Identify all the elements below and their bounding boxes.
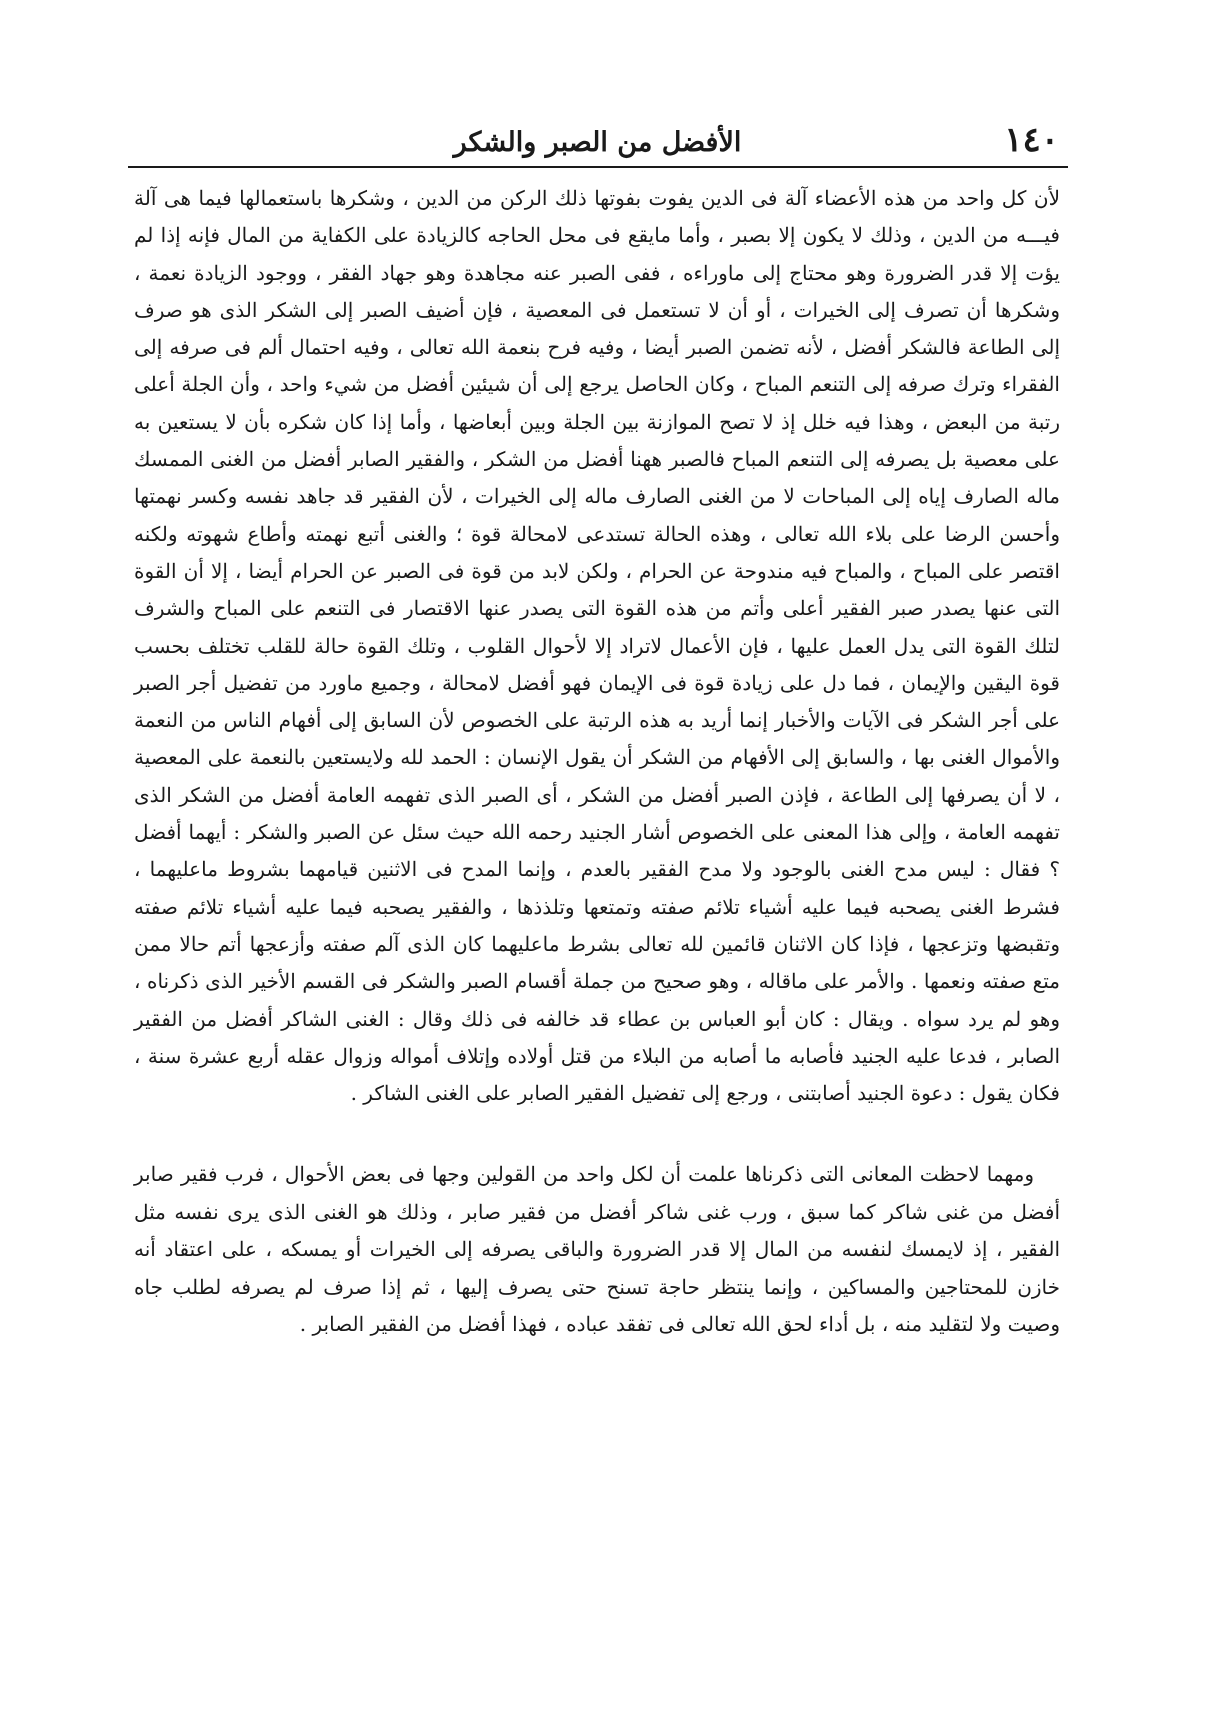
header-rule [128,166,1068,168]
paragraph-1: لأن كل واحد من هذه الأعضاء آلة فى الدين يفوت بفوتها ذلك الركن من الدين ، وشكرها باستعمالها فيما هى آلة فيـــه من الدين ، وذلك لا يكون إلا بصبر ، وأما مايقع فى محل الحاجه كالزيادة على الكفاية من المال فإنه إذا لم يؤت إلا قدر الضرورة وهو محتاج إلى ماوراءه ، ففى الصبر عنه مجاهدة وهو جهاد الفقر ، ووجود الزيادة نعمة ، وشكرها أن تصرف إلى الخيرات ، أو أن لا تستعمل فى المعصية ، فإن أضيف الصبر إلى الشكر الذى هو صرف إلى الطاعة فالشكر أفضل ، لأنه تضمن الصبر أيضا ، وفيه فرح بنعمة الله تعالى ، وفيه احتمال ألم فى صرفه إلى الفقراء وترك صرفه إلى التنعم المباح ، وكان الحاصل يرجع إلى أن شيئين أفضل من شيء واحد ، وأن الجلة أعلى رتبة من البعض ، وهذا فيه خلل إذ لا تصح الموازنة بين الجلة وبين أبعاضها ، وأما إذا كان شكره بأن لا يستعين به على معصية بل يصرفه إلى التنعم المباح فالصبر ههنا أفضل من الشكر ، والفقير الصابر أفضل من الغنى الممسك ماله الصارف إياه إلى المباحات لا من الغنى الصارف ماله إلى الخيرات ، لأن الفقير قد جاهد نفسه وكسر نهمتها وأحسن الرضا على بلاء الله تعالى ، وهذه الحالة تستدعى لامحالة قوة ؛ والغنى أتبع نهمته وأطاع شهوته ولكنه اقتصر على المباح ، والمباح فيه مندوحة عن الحرام ، ولكن لابد من قوة فى الصبر عن الحرام أيضا ، إلا أن القوة التى عنها يصدر صبر الفقير أعلى وأتم من هذه القوة التى يصدر عنها الاقتصار فى التنعم على المباح والشرف لتلك القوة التى يدل العمل عليها ، فإن الأعمال لاتراد إلا لأحوال القلوب ، وتلك القوة حالة للقلب تختلف بحسب قوة اليقين والإيمان ، فما دل على زيادة قوة فى الإيمان فهو أفضل لامحالة ، وجميع ماورد من تفضيل أجر الصبر على أجر الشكر فى الآيات والأخبار إنما أريد به هذه الرتبة على الخصوص لأن السابق إلى أفهام الناس من النعمة والأموال الغنى بها ، والسابق إلى الأفهام من الشكر أن يقول الإنسان : الحمد لله ولايستعين بالنعمة على المعصية ، لا أن يصرفها إلى الطاعة ، فإذن الصبر أفضل من الشكر ، أى الصبر الذى تفهمه العامة أفضل من الشكر الذى تفهمه العامة ، وإلى هذا المعنى على الخصوص أشار الجنيد رحمه الله حيث سئل عن الصبر والشكر : أيهما أفضل ؟ فقال : ليس مدح الغنى بالوجود ولا مدح الفقير بالعدم ، وإنما المدح فى الاثنين قيامهما بشروط ماعليهما ، فشرط الغنى يصحبه فيما عليه أشياء تلائم صفته وتمتعها وتلذذها ، والفقير يصحبه فيما عليه أشياء تلائم صفته وتقبضها وتزعجها ، فإذا كان الاثنان قائمين لله تعالى بشرط ماعليهما كان الذى آلم صفته وأزعجها أتم حالا ممن متع صفته ونعمها . والأمر على ماقاله ، وهو صحيح من جملة أقسام الصبر والشكر فى القسم الأخير الذى ذكرناه ، وهو لم يرد سواه . ويقال : كان أبو العباس بن عطاء قد خالفه فى ذلك وقال : الغنى الشاكر أفضل من الفقير الصابر ، فدعا عليه الجنيد فأصابه ما أصابه من البلاء من قتل أولاده وإتلاف أمواله وزوال عقله أربع عشرة سنة ، فكان يقول : دعوة الجنيد أصابتنى ، ورجع إلى تفضيل الفقير الصابر على الغنى الشاكر . [134,186,1060,1106]
paragraph-2: ومهما لاحظت المعانى التى ذكرناها علمت أن لكل واحد من القولين وجها فى بعض الأحوال ، فرب فقير صابر أفضل من غنى شاكر كما سبق ، ورب غنى شاكر أفضل من فقير صابر ، وذلك هو الغنى الذى يرى نفسه مثل الفقير ، إذ لايمسك لنفسه من المال إلا قدر الضرورة والباقى يصرفه إلى الخيرات أو يمسكه ، على اعتقاد أنه خازن للمحتاجين والمساكين ، وإنما ينتظر حاجة تسنح حتى يصرف إليها ، ثم إذا صرف لم يصرفه لطلب جاه وصيت ولا لتقليد منه ، بل أداء لحق الله تعالى فى تفقد عباده ، فهذا أفضل من الفقير الصابر . [134,1162,1060,1337]
running-title: الأفضل من الصبر والشكر [453,127,742,158]
page-number: ١٤٠ [1004,120,1059,160]
page-header [130,116,1065,168]
body-text [134,180,1060,1344]
